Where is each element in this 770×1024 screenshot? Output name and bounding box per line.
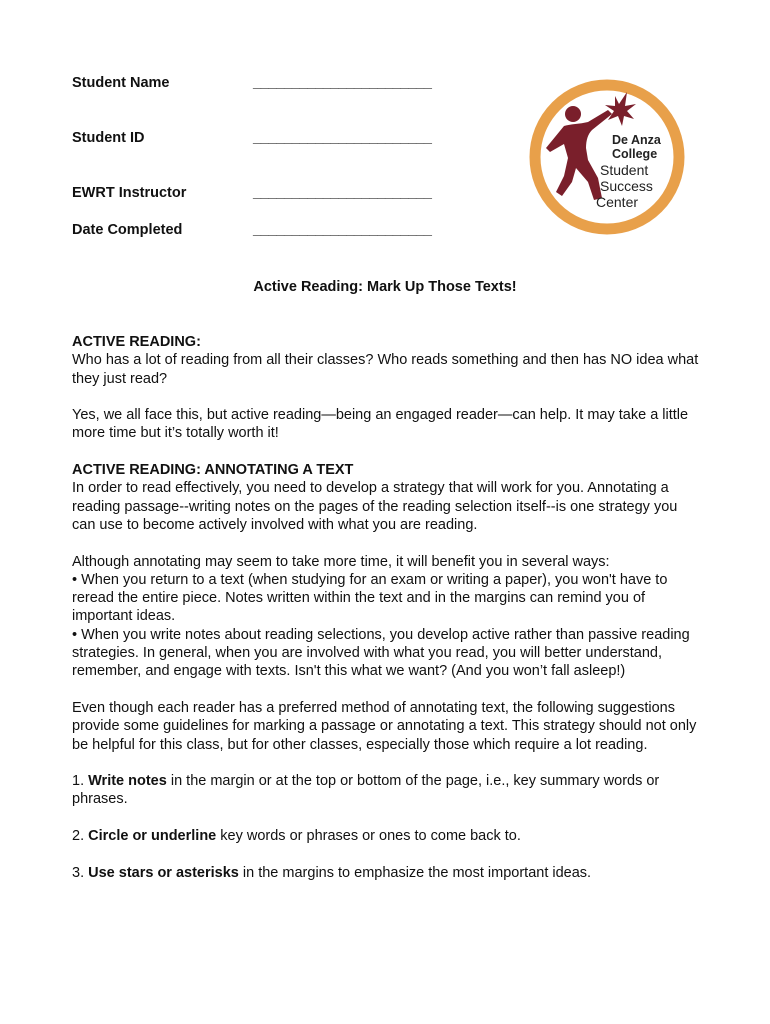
section-heading-annotating: ACTIVE READING: ANNOTATING A TEXT xyxy=(72,462,354,479)
paragraph: Even though each reader has a preferred method of annotating text, the following suggestions provide some guidelines for marking a passage or annotating a text. This strategy should not only be helpful for this class, but for other classes, especially those which require a lot reading. xyxy=(72,699,697,753)
list-item-text: in the margins to emphasize the most important ideas. xyxy=(238,864,592,881)
logo-line-student: Student xyxy=(600,162,649,178)
student-success-center-logo xyxy=(528,78,686,236)
paragraph: Who has a lot of reading from all their classes? Who reads something and then has NO idea what they just read? xyxy=(72,352,699,387)
date-label: Date Completed xyxy=(72,222,183,238)
list-item-bold: Write notes xyxy=(88,773,167,790)
list-number: 1. xyxy=(72,773,89,790)
list-number: 2. xyxy=(72,828,89,845)
list-item xyxy=(72,864,700,882)
strategy-list xyxy=(72,772,700,882)
paragraph: Although annotating may seem to take more time, it will benefit you in several ways: xyxy=(72,553,610,570)
paragraph: Yes, we all face this, but active reading—being an engaged reader—can help. It may take a little more time but it’s totally worth it! xyxy=(72,407,689,442)
student-id-field[interactable]: _______________________ xyxy=(253,130,432,146)
instructor-label: EWRT Instructor xyxy=(72,185,187,201)
section-heading-active-reading: ACTIVE READING: xyxy=(72,334,201,350)
logo-line-de-anza: De Anza xyxy=(612,133,661,147)
list-item-bold: Use stars or asterisks xyxy=(88,864,239,881)
instructor-row xyxy=(72,185,462,205)
list-number: 3. xyxy=(72,864,89,881)
list-item xyxy=(72,772,700,809)
bullet-item: • When you return to a text (when studying for an exam or writing a paper), you won't have to reread the entire piece. Notes written within the text and in the margins can remind you of important ideas. xyxy=(72,571,668,625)
list-item-text: in the margin or at the top or bottom of the page, i.e., key summary words or phrases. xyxy=(72,773,660,808)
instructor-field[interactable]: _______________________ xyxy=(253,185,432,201)
logo-line-success: Success xyxy=(600,178,653,194)
list-item-bold: Circle or underline xyxy=(88,828,217,845)
paragraph: In order to read effectively, you need to develop a strategy that will work for you. Annotating a reading passage--writing notes on the pages of the reading selection itself--is one strategy you can use to become actively involved with what you are reading. xyxy=(72,480,678,533)
logo-line-college: College xyxy=(612,147,658,161)
document-body xyxy=(72,333,700,882)
student-id-row xyxy=(72,130,462,150)
list-item-text: key words or phrases or ones to come back to. xyxy=(216,828,521,845)
page-title: Active Reading: Mark Up Those Texts! xyxy=(253,279,517,295)
logo-figure-head xyxy=(565,106,581,122)
list-item xyxy=(72,827,700,845)
logo-line-center: Center xyxy=(596,194,639,210)
student-name-field[interactable]: _______________________ xyxy=(253,75,432,91)
date-field[interactable]: _______________________ xyxy=(253,222,432,238)
student-name-row xyxy=(72,75,462,95)
student-name-label: Student Name xyxy=(72,75,170,91)
bullet-item: • When you write notes about reading selections, you develop active rather than passive reading strategies. In general, when you are involved with what you read, you will better understand, remember, and engage with texts. Isn't this what we want? (And you won’t fall asleep!) xyxy=(72,626,690,680)
student-id-label: Student ID xyxy=(72,130,145,146)
date-row xyxy=(72,222,462,242)
